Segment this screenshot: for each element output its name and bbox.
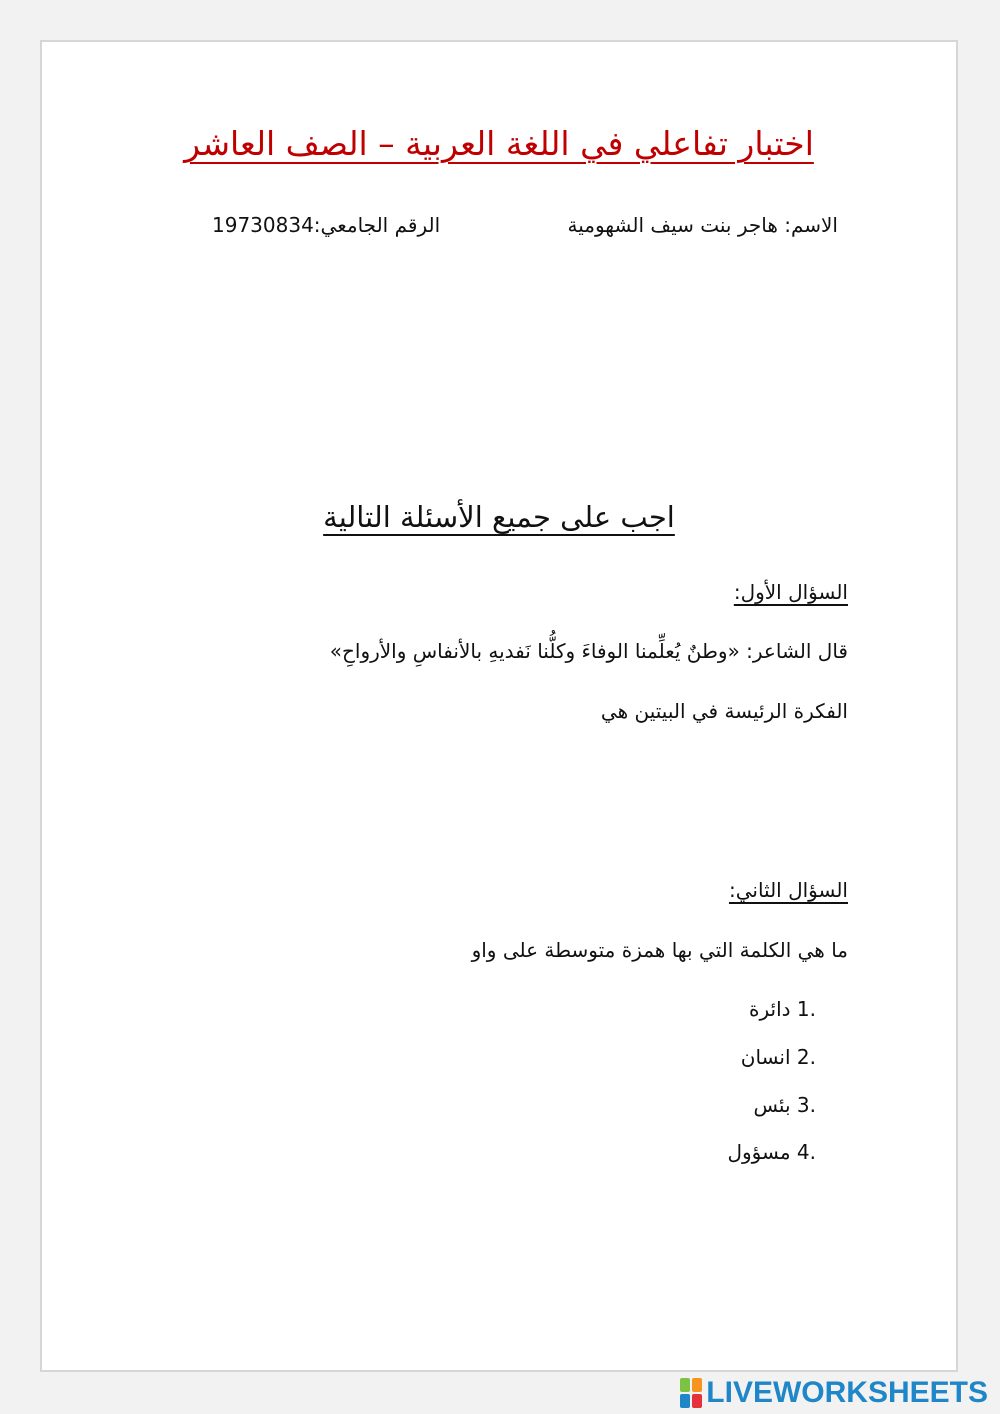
option-text: دائرة bbox=[749, 997, 791, 1021]
logo-square bbox=[680, 1394, 690, 1408]
question2-heading: السؤال الثاني: bbox=[728, 878, 848, 902]
answer-option-4[interactable] bbox=[727, 1140, 816, 1164]
logo-square bbox=[692, 1378, 702, 1392]
worksheet-title: اختبار تفاعلي في اللغة العربية – الصف العاشر bbox=[184, 124, 814, 163]
liveworksheets-logo[interactable] bbox=[680, 1376, 988, 1410]
answer-option-1[interactable] bbox=[749, 997, 816, 1021]
option-number: 3. bbox=[796, 1093, 816, 1117]
option-number: 1. bbox=[796, 997, 816, 1021]
instructions-heading: اجب على جميع الأسئلة التالية bbox=[323, 500, 675, 534]
option-text: بئس bbox=[753, 1093, 791, 1117]
student-id: الرقم الجامعي:19730834 bbox=[212, 213, 441, 237]
liveworksheets-logo-text: LIVEWORKSHEETS bbox=[706, 1376, 988, 1409]
answer-option-3[interactable] bbox=[753, 1093, 816, 1117]
question1-heading: السؤال الأول: bbox=[733, 580, 848, 604]
worksheet-page bbox=[40, 40, 958, 1372]
option-text: مسؤول bbox=[727, 1140, 791, 1164]
question2-prompt: ما هي الكلمة التي بها همزة متوسطة على واو bbox=[471, 938, 848, 962]
question1-poem: قال الشاعر: «وطنٌ يُعلِّمنا الوفاءَ وكلُّنا نَفديهِ بالأنفاسِ والأرواحِ» bbox=[329, 639, 848, 663]
logo-square bbox=[680, 1378, 690, 1392]
option-number: 4. bbox=[796, 1140, 816, 1164]
logo-square bbox=[692, 1394, 702, 1408]
question1-prompt: الفكرة الرئيسة في البيتين هي bbox=[600, 699, 848, 723]
option-number: 2. bbox=[796, 1045, 816, 1069]
answer-option-2[interactable] bbox=[741, 1045, 816, 1069]
student-name: الاسم: هاجر بنت سيف الشهومية bbox=[567, 213, 838, 237]
liveworksheets-logo-icon bbox=[680, 1378, 702, 1408]
option-text: انسان bbox=[740, 1045, 791, 1069]
